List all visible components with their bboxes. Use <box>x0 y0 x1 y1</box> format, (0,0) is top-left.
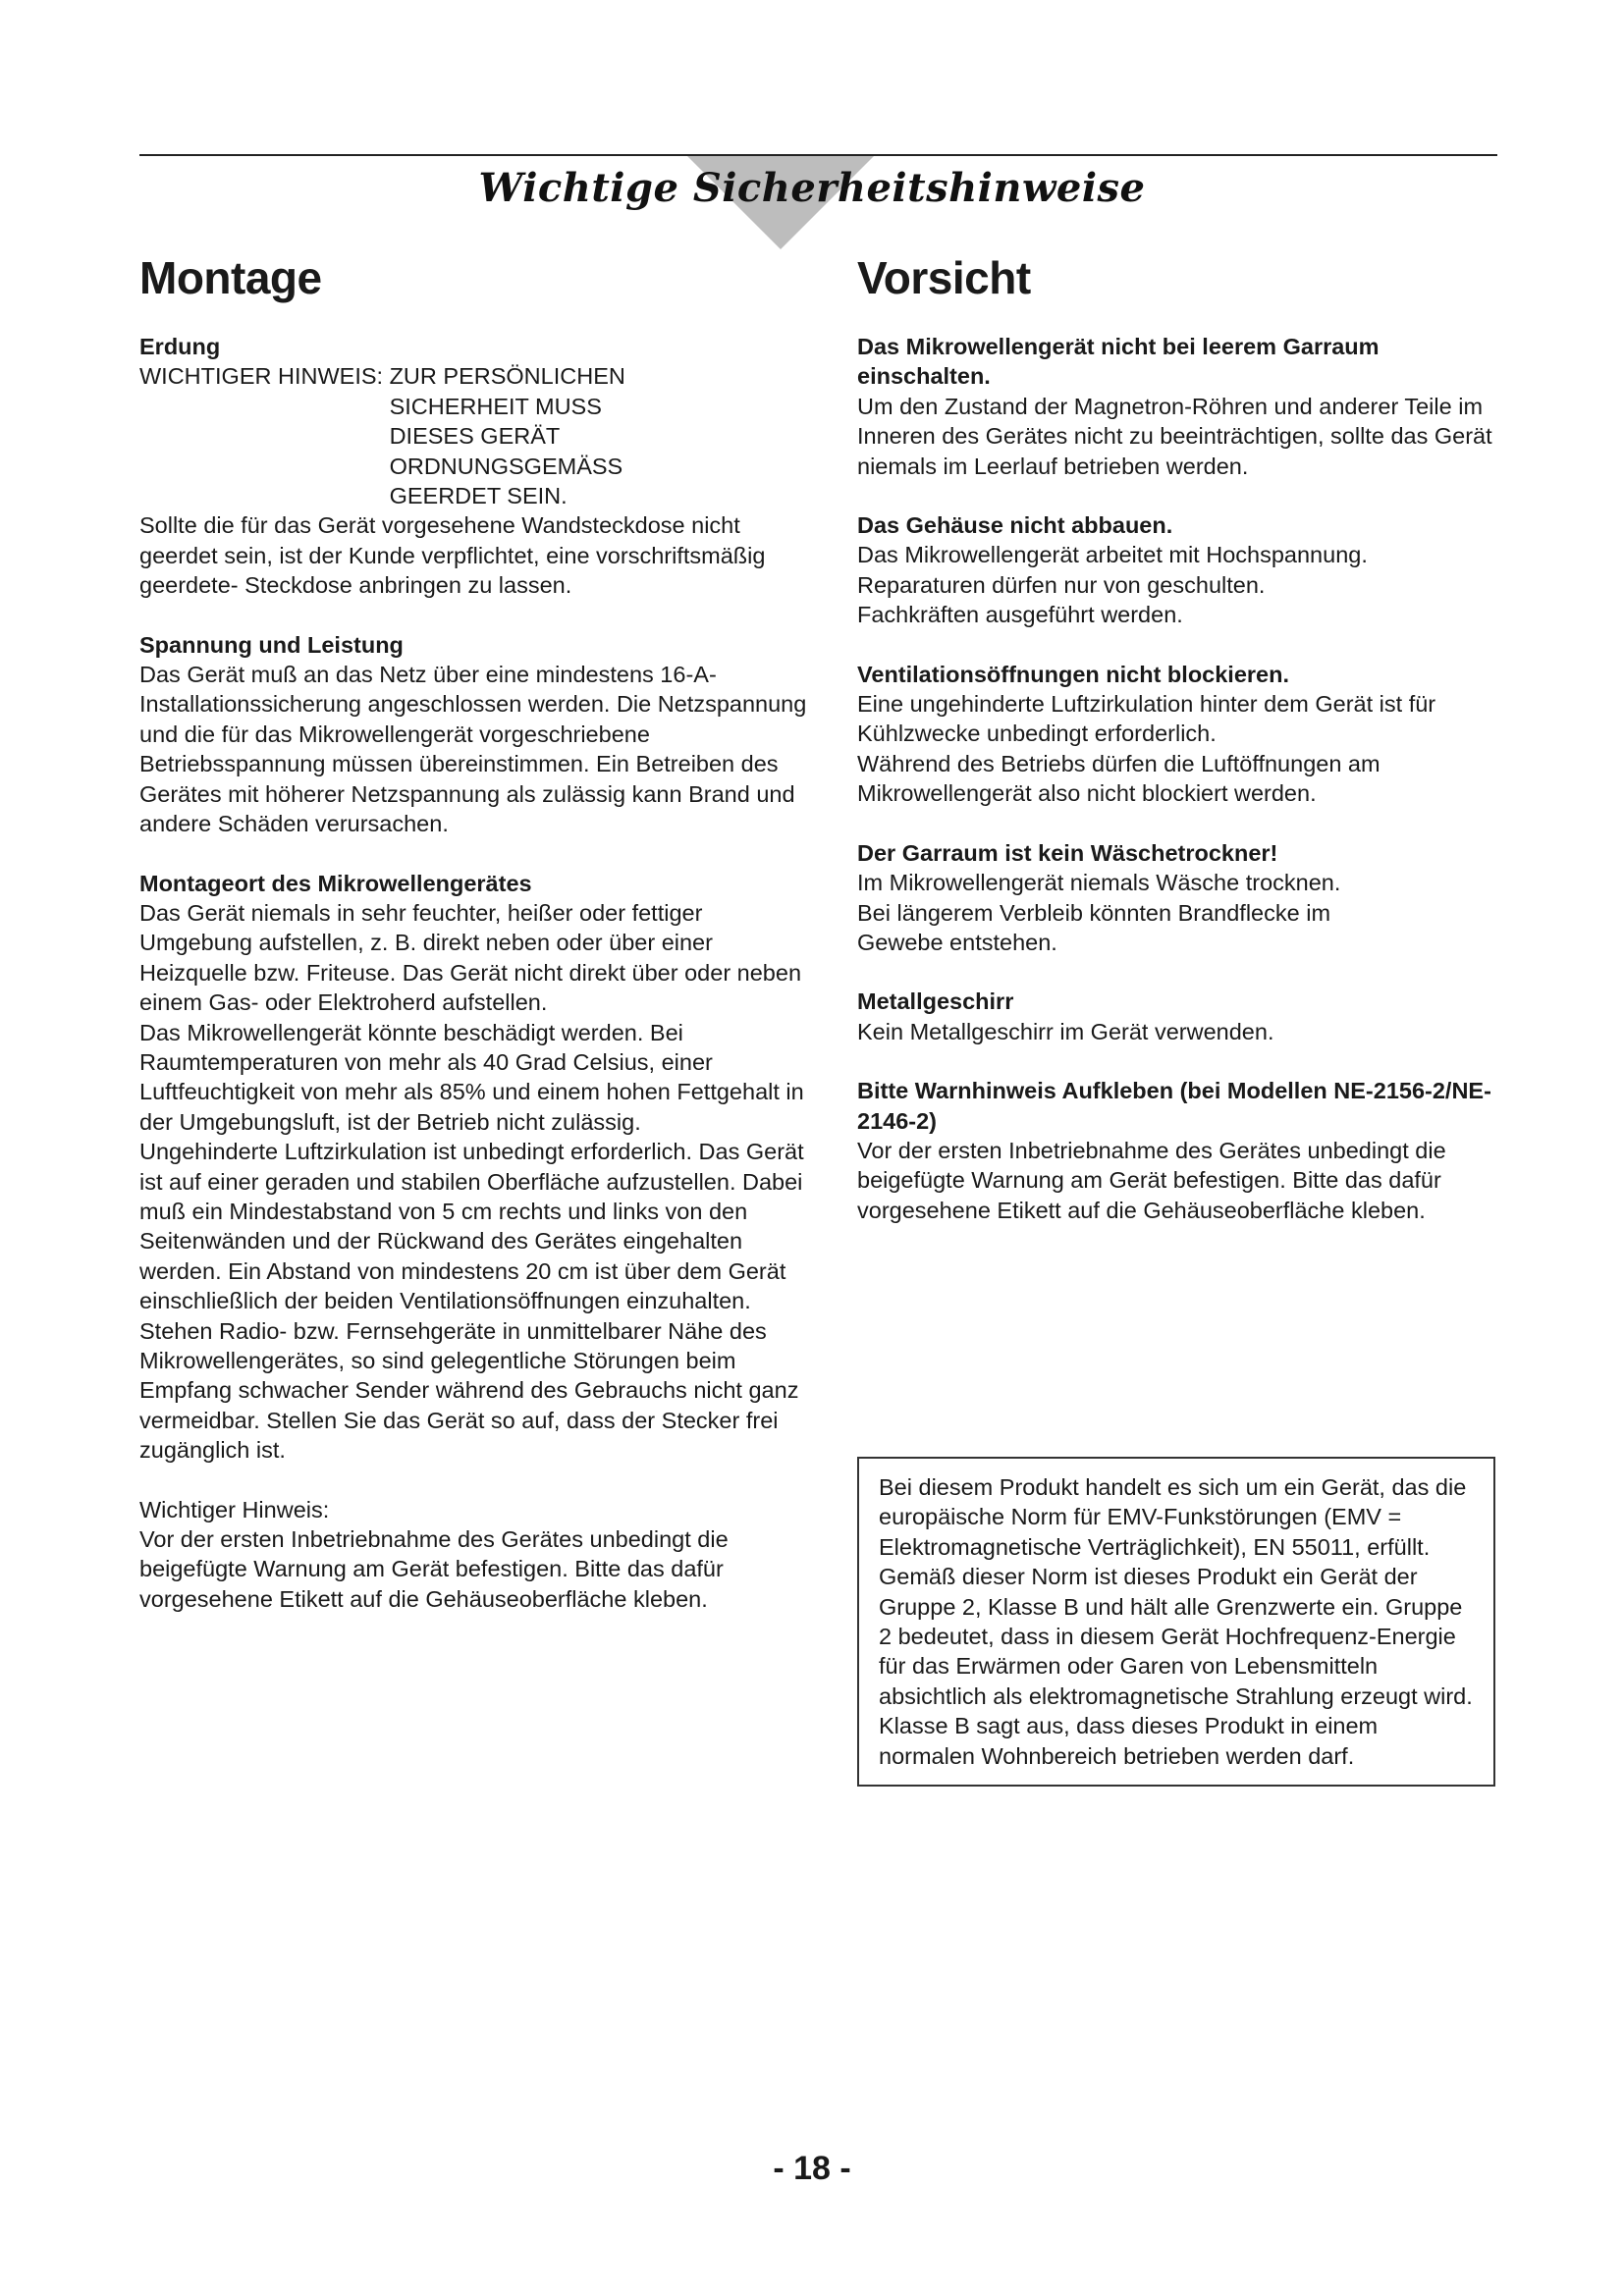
erdung-body: Sollte die für das Gerät vorgesehene Wandsteckdose nicht geerdet sein, ist der Kunde verpflichtet, eine vorschriftsmäßig geerdete- Steckdose anbringen zu lassen. <box>139 512 766 599</box>
caution-section <box>857 987 1515 1046</box>
hinweis-heading: Wichtiger Hinweis: <box>139 1496 330 1522</box>
erdung-note-line: GEERDET SEIN. <box>389 483 568 509</box>
caution-body: Kein Metallgeschirr im Gerät verwenden. <box>857 1018 1274 1044</box>
caution-section <box>857 332 1515 481</box>
caution-heading: Der Garraum ist kein Wäschetrockner! <box>857 839 1278 866</box>
spannung-body: Das Gerät muß an das Netz über eine mindestens 16-A-Installationssicherung angeschlossen werden. Die Netzspannung und die für das Mikrowellengerät vorgeschriebene Betriebsspannung müssen übereinstimmen. Ein Betreiben des Gerätes mit höherer Netzspannung als zulässig kann Brand und andere Schäden verursachen. <box>139 662 807 837</box>
caution-line: Im Mikrowellengerät niemals Wäsche trocknen. <box>857 870 1341 896</box>
caution-heading: Das Mikrowellengerät nicht bei leerem Garraum einschalten. <box>857 334 1380 390</box>
vorsicht-title: Vorsicht <box>857 252 1031 303</box>
spannung-section <box>139 630 807 839</box>
caution-body: Vor der ersten Inbetriebnahme des Gerätes unbedingt die beigefügte Warnung am Gerät befestigen. Bitte das dafür vorgesehene Etikett auf die Gehäuseoberfläche kleben. <box>857 1137 1446 1223</box>
emv-notice-text: Bei diesem Produkt handelt es sich um ein Gerät, das die europäische Norm für EMV-Funkstörungen (EMV = Elektromagnetische Verträglichkeit), EN 55011, erfüllt. Gemäß dieser Norm ist dieses Produkt ein Gerät der Gruppe 2, Klasse B und hält alle Grenzwerte ein. Gruppe 2 bedeutet, dass in diesem Gerät Hochfrequenz-Energie für das Erwärmen oder Garen von Lebensmitteln absichtlich als elektromagnetische Strahlung erzeugt wird. Klasse B sagt aus, dass dieses Produkt in einem normalen Wohnbereich betrieben werden darf. <box>879 1474 1473 1769</box>
page-header-title: Wichtige Sicherheitshinweise <box>478 165 1146 211</box>
montageort-paragraph: Das Gerät niemals in sehr feuchter, heißer oder fettiger Umgebung aufstellen, z. B. direkt neben oder über einer Heizquelle bzw. Friteuse. Das Gerät nicht direkt über oder neben einem Gas- oder Elektroherd aufstellen. <box>139 899 802 1016</box>
vorsicht-column <box>857 251 1515 1255</box>
caution-body: Eine ungehinderte Luftzirkulation hinter dem Gerät ist für Kühlzwecke unbedingt erforderlich. <box>857 691 1436 747</box>
montageort-section <box>139 869 807 1466</box>
montage-title: Montage <box>139 252 322 303</box>
erdung-heading: Erdung <box>139 334 221 359</box>
erdung-note-lead: WICHTIGER HINWEIS: <box>139 363 390 390</box>
caution-line: Das Mikrowellengerät arbeitet mit Hochspannung. <box>857 542 1368 568</box>
caution-line: Fachkräften ausgeführt werden. <box>857 602 1183 628</box>
caution-body: Während des Betriebs dürfen die Luftöffnungen am Mikrowellengerät also nicht blockiert werden. <box>857 750 1380 807</box>
caution-section <box>857 660 1515 809</box>
caution-line: Gewebe entstehen. <box>857 929 1057 955</box>
caution-section <box>857 510 1515 630</box>
spannung-heading: Spannung und Leistung <box>139 631 404 658</box>
erdung-note-lines <box>390 361 625 510</box>
caution-line: Bei längerem Verbleib könnten Brandflecke im <box>857 899 1331 926</box>
hinweis-section <box>139 1495 807 1615</box>
erdung-note-line: ORDNUNGSGEMÄSS <box>389 453 623 479</box>
caution-heading: Metallgeschirr <box>857 988 1014 1015</box>
caution-heading: Das Gehäuse nicht abbauen. <box>857 512 1173 539</box>
montageort-heading: Montageort des Mikrowellengerätes <box>139 870 532 896</box>
montageort-paragraph: Stehen Radio- bzw. Fernsehgeräte in unmittelbarer Nähe des Mikrowellengerätes, so sind gelegentliche Störungen beim Empfang schwacher Sender während des Gebrauchs nicht ganz vermeidbar. Stellen Sie das Gerät so auf, dass der Stecker frei zugänglich ist. <box>139 1317 799 1464</box>
hinweis-body: Vor der ersten Inbetriebnahme des Gerätes unbedingt die beigefügte Warnung am Gerät befestigen. Bitte das dafür vorgesehene Etikett auf die Gehäuseoberfläche kleben. <box>139 1526 729 1612</box>
caution-section <box>857 838 1515 958</box>
caution-heading: Bitte Warnhinweis Aufkleben (bei Modellen NE-2156-2/NE-2146-2) <box>857 1078 1491 1134</box>
montageort-paragraph: Das Mikrowellengerät könnte beschädigt werden. Bei Raumtemperaturen von mehr als 40 Grad Celsius, einer Luftfeuchtigkeit von mehr als 85% und einem hohen Fettgehalt in der Umgebungsluft, ist der Betrieb nicht zulässig. <box>139 1019 804 1135</box>
montageort-paragraph: Ungehinderte Luftzirkulation ist unbedingt erforderlich. Das Gerät ist auf einer geraden und stabilen Oberfläche aufzustellen. Dabei muß ein Mindestabstand von 5 cm rechts und links von den Seitenwänden und der Rückwand des Gerätes eingehalten werden. Ein Abstand von mindestens 20 cm ist über dem Gerät einschließlich der beiden Ventilationsöffnungen einzuhalten. <box>139 1139 804 1314</box>
erdung-important-note <box>139 361 807 510</box>
caution-heading: Ventilationsöffnungen nicht blockieren. <box>857 661 1290 687</box>
erdung-section <box>139 332 807 601</box>
erdung-note-line: ZUR PERSÖNLICHEN <box>389 363 625 390</box>
erdung-note-line: SICHERHEIT MUSS <box>389 393 602 419</box>
emv-notice-box <box>857 1457 1495 1787</box>
page-number: - 18 - <box>773 2150 851 2187</box>
caution-body: Um den Zustand der Magnetron-Röhren und anderer Teile im Inneren des Gerätes nicht zu beeinträchtigen, sollte das Gerät niemals im Leerlauf betrieben werden. <box>857 393 1492 479</box>
erdung-note-line: DIESES GERÄT <box>389 423 561 450</box>
caution-line: Reparaturen dürfen nur von geschulten. <box>857 571 1266 598</box>
montage-column <box>139 251 807 1643</box>
caution-section <box>857 1076 1515 1225</box>
